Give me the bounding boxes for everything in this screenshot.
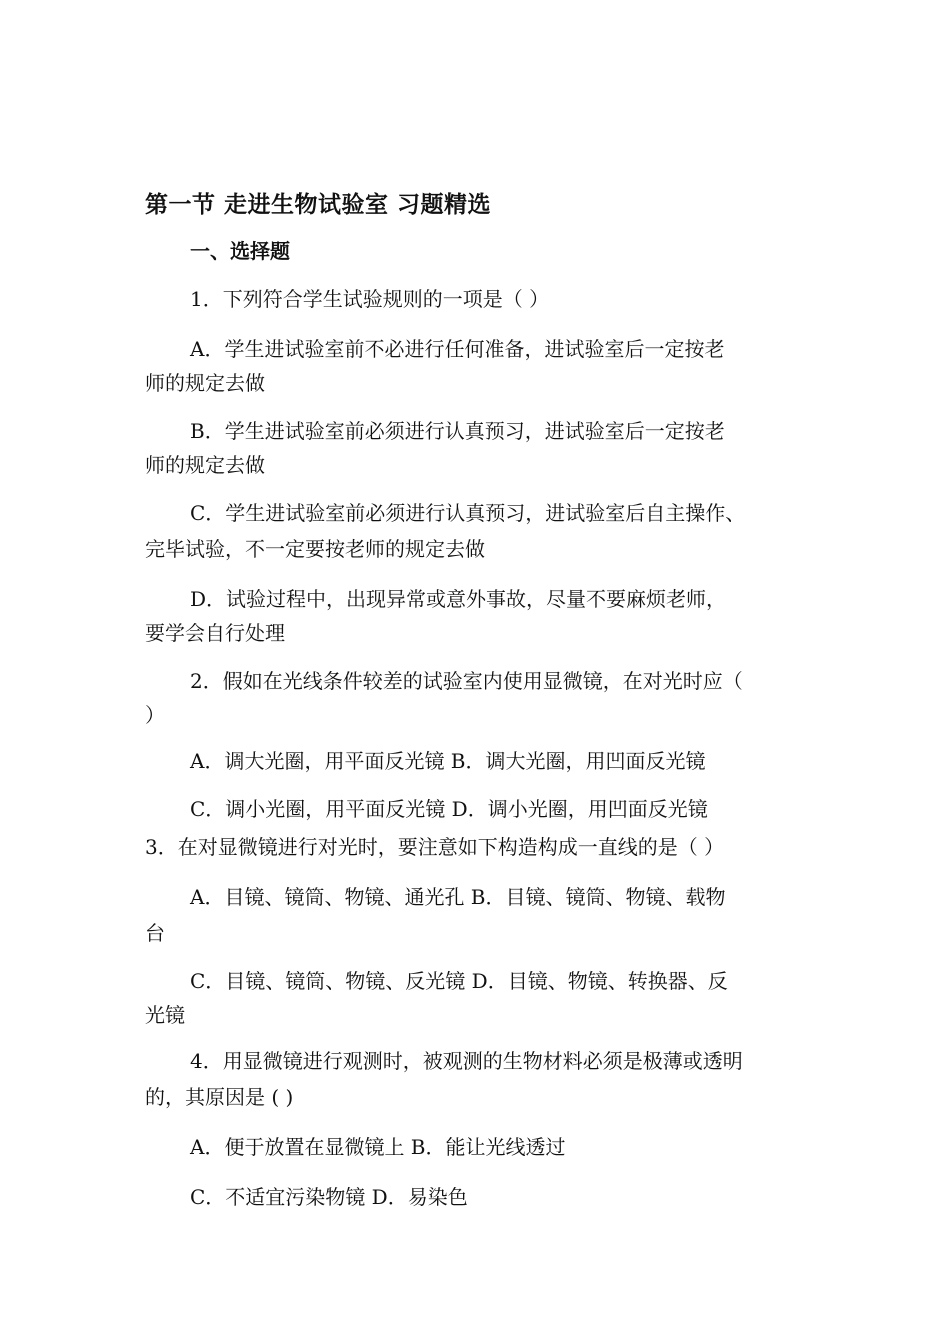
question-2-options-cd: C．调小光圈，用平面反光镜 D．调小光圈，用凹面反光镜 (190, 797, 708, 821)
question-1-option-d-cont: 要学会自行处理 (145, 621, 285, 645)
question-1-option-c-cont: 完毕试验，不一定要按老师的规定去做 (145, 537, 485, 561)
section-heading: 一、选择题 (190, 239, 290, 263)
question-4-options-cd: C．不适宜污染物镜 D．易染色 (190, 1185, 468, 1209)
question-4-cont: 的，其原因是 ( ) (145, 1085, 294, 1109)
question-3-options-ab-cont: 台 (145, 921, 165, 945)
document-title: 第一节 走进生物试验室 习题精选 (145, 191, 492, 218)
question-4-options-ab: A．便于放置在显微镜上 B．能让光线透过 (190, 1135, 566, 1159)
question-4: 4．用显微镜进行观测时，被观测的生物材料必须是极薄或透明 (190, 1049, 743, 1073)
question-3: 3．在对显微镜进行对光时，要注意如下构造构成一直线的是（ ） (145, 835, 725, 859)
question-1-option-b-cont: 师的规定去做 (145, 453, 265, 477)
question-2-cont: ） (145, 703, 165, 727)
question-1-option-b: B．学生进试验室前必须进行认真预习，进试验室后一定按老 (190, 419, 725, 443)
question-1-option-c: C．学生进试验室前必须进行认真预习，进试验室后自主操作、 (190, 501, 746, 525)
question-1: 1．下列符合学生试验规则的一项是（ ） (190, 287, 550, 311)
question-3-options-cd: C．目镜、镜筒、物镜、反光镜 D．目镜、物镜、转换器、反 (190, 969, 728, 993)
question-1-option-d: D．试验过程中，出现异常或意外事故，尽量不要麻烦老师， (190, 587, 727, 611)
question-2: 2．假如在光线条件较差的试验室内使用显微镜，在对光时应（ (190, 669, 743, 693)
question-2-options-ab: A．调大光圈，用平面反光镜 B．调大光圈，用凹面反光镜 (190, 749, 706, 773)
question-1-option-a: A．学生进试验室前不必进行任何准备，进试验室后一定按老 (190, 337, 725, 361)
question-3-options-ab: A．目镜、镜筒、物镜、通光孔 B．目镜、镜筒、物镜、载物 (190, 885, 726, 909)
question-3-options-cd-cont: 光镜 (145, 1003, 185, 1027)
question-1-option-a-cont: 师的规定去做 (145, 371, 265, 395)
